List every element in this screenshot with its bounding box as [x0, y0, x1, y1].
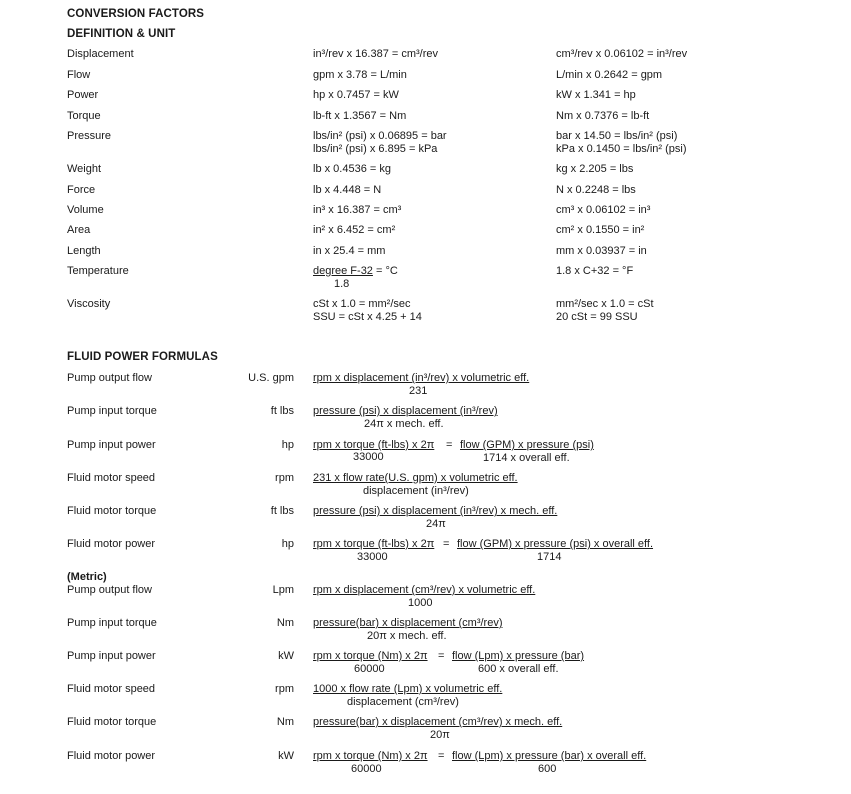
formula-label-pump-output-flow: Pump output flow — [67, 584, 152, 596]
definition-unit-subtitle: DEFINITION & UNIT — [67, 28, 176, 40]
metric-subheading: (Metric) — [67, 571, 107, 583]
conversion-factor: lb x 4.448 = N — [313, 184, 382, 196]
formula-denominator: 20π x mech. eff. — [367, 630, 447, 642]
formula-label-pump-output-flow: Pump output flow — [67, 372, 152, 384]
formula-numerator-alt: flow (Lpm) x pressure (bar) x overall eff. — [452, 750, 647, 762]
formula-numerator: 231 x flow rate(U.S. gpm) x volumetric eff. — [313, 472, 518, 484]
fluid-power-formulas-title: FLUID POWER FORMULAS — [67, 351, 218, 363]
formula-unit: ft lbs — [270, 505, 294, 517]
conversion-factor-inverse: cm³/rev x 0.06102 = in³/rev — [556, 48, 688, 60]
conversion-label-volume: Volume — [67, 204, 104, 216]
formula-numerator: pressure (psi) x displacement (in³/rev) x mech. eff. — [313, 505, 558, 517]
formula-denominator: 20π — [430, 729, 450, 741]
conversion-label-temperature: Temperature — [67, 265, 129, 277]
formula-denominator-alt: 1714 — [537, 551, 562, 563]
formula-unit: hp — [281, 439, 294, 451]
formula-numerator: pressure(bar) x displacement (cm³/rev) x mech. eff. — [313, 716, 563, 728]
formula-denominator-alt: 600 x overall eff. — [478, 663, 559, 675]
formula-unit: hp — [281, 538, 294, 550]
conversion-factor: cSt x 1.0 = mm²/sec — [313, 298, 411, 310]
formula-numerator-alt: flow (Lpm) x pressure (bar) — [452, 650, 585, 662]
formula-numerator: pressure (psi) x displacement (in³/rev) — [313, 405, 498, 417]
conversion-factor-inverse: mm x 0.03937 = in — [556, 245, 647, 257]
formula-unit: Lpm — [272, 584, 294, 596]
formula-unit: U.S. gpm — [248, 372, 294, 384]
conversion-factor-inverse: L/min x 0.2642 = gpm — [556, 69, 663, 81]
formula-unit: kW — [278, 650, 294, 662]
conversion-factor-inverse: mm²/sec x 1.0 = cSt — [556, 298, 654, 310]
formula-denominator: 231 — [409, 385, 428, 397]
conversion-label-flow: Flow — [67, 69, 91, 81]
conversion-factor-inverse: 1.8 x C+32 = °F — [556, 265, 634, 277]
temperature-numerator: degree F-32 — [313, 265, 373, 277]
conversion-factor-inverse: cm³ x 0.06102 = in³ — [556, 204, 651, 216]
formula-denominator: 1000 — [408, 597, 433, 609]
formula-label-fluid-motor-torque: Fluid motor torque — [67, 716, 157, 728]
formula-numerator: rpm x displacement (cm³/rev) x volumetric eff. — [313, 584, 536, 596]
conversion-factor-inverse: kg x 2.205 = lbs — [556, 163, 634, 175]
formula-denominator: displacement (in³/rev) — [363, 485, 469, 497]
formula-label-fluid-motor-torque: Fluid motor torque — [67, 505, 157, 517]
formula-numerator: pressure(bar) x displacement (cm³/rev) — [313, 617, 503, 629]
formula-numerator-alt: flow (GPM) x pressure (psi) — [460, 439, 594, 451]
formula-label-pump-input-torque: Pump input torque — [67, 405, 157, 417]
formula-numerator: rpm x torque (Nm) x 2π — [313, 750, 428, 762]
formula-equals: = — [446, 439, 453, 451]
formula-label-fluid-motor-speed: Fluid motor speed — [67, 683, 156, 695]
formula-denominator: displacement (cm³/rev) — [347, 696, 459, 708]
conversion-label-displacement: Displacement — [67, 48, 134, 60]
formula-unit: rpm — [275, 472, 294, 484]
conversion-label-torque: Torque — [67, 110, 101, 122]
conversion-label-area: Area — [67, 224, 91, 236]
conversion-label-length: Length — [67, 245, 101, 257]
formula-unit: Nm — [276, 716, 294, 728]
temperature-result: = °C — [372, 265, 398, 277]
conversion-factor-second: lbs/in² (psi) x 6.895 = kPa — [313, 143, 438, 155]
formula-numerator: rpm x torque (ft-lbs) x 2π — [313, 538, 435, 550]
formula-numerator: rpm x torque (ft-lbs) x 2π — [313, 439, 435, 451]
conversion-factor: in² x 6.452 = cm² — [313, 224, 396, 236]
formula-denominator-alt: 600 — [538, 763, 557, 775]
formula-numerator: 1000 x flow rate (Lpm) x volumetric eff. — [313, 683, 503, 695]
formula-unit: kW — [278, 750, 294, 762]
formula-unit: rpm — [275, 683, 294, 695]
conversion-factor-inverse: cm² x 0.1550 = in² — [556, 224, 645, 236]
conversion-label-weight: Weight — [67, 163, 102, 175]
conversion-factor: lb-ft x 1.3567 = Nm — [313, 110, 407, 122]
conversion-factor: gpm x 3.78 = L/min — [313, 69, 407, 81]
conversion-factor: in³/rev x 16.387 = cm³/rev — [313, 48, 439, 60]
formula-numerator: rpm x displacement (in³/rev) x volumetric eff. — [313, 372, 530, 384]
conversion-label-power: Power — [67, 89, 99, 101]
conversion-factor — [313, 265, 398, 278]
conversion-label-viscosity: Viscosity — [67, 298, 111, 310]
formula-denominator: 33000 — [353, 451, 384, 463]
conversion-factor-inverse: Nm x 0.7376 = lb-ft — [556, 110, 650, 122]
conversion-factor: lb x 0.4536 = kg — [313, 163, 391, 175]
formula-label-pump-input-power: Pump input power — [67, 439, 156, 451]
formula-denominator: 33000 — [357, 551, 388, 563]
formula-label-fluid-motor-power: Fluid motor power — [67, 538, 156, 550]
formula-numerator: rpm x torque (Nm) x 2π — [313, 650, 428, 662]
conversion-factor-second: SSU = cSt x 4.25 + 14 — [313, 311, 422, 323]
conversion-factor: in x 25.4 = mm — [313, 245, 386, 257]
formula-label-fluid-motor-power: Fluid motor power — [67, 750, 156, 762]
conversion-label-force: Force — [67, 184, 96, 196]
formula-label-pump-input-torque: Pump input torque — [67, 617, 157, 629]
formula-numerator-alt: flow (GPM) x pressure (psi) x overall eff. — [457, 538, 654, 550]
formula-denominator: 24π — [426, 518, 446, 530]
formula-label-fluid-motor-speed: Fluid motor speed — [67, 472, 156, 484]
conversion-factor: in³ x 16.387 = cm³ — [313, 204, 402, 216]
formula-denominator: 60000 — [354, 663, 385, 675]
formula-denominator: 60000 — [351, 763, 382, 775]
conversion-factor-inverse-second: 20 cSt = 99 SSU — [556, 311, 638, 323]
formula-equals: = — [438, 650, 445, 662]
conversion-factor: hp x 0.7457 = kW — [313, 89, 399, 101]
conversion-factor-inverse: bar x 14.50 = lbs/in² (psi) — [556, 130, 678, 142]
formula-label-pump-input-power: Pump input power — [67, 650, 156, 662]
formula-denominator-alt: 1714 x overall eff. — [483, 452, 570, 464]
formula-unit: ft lbs — [270, 405, 294, 417]
temperature-denominator: 1.8 — [334, 278, 350, 290]
formula-unit: Nm — [276, 617, 294, 629]
conversion-factors-title: CONVERSION FACTORS — [67, 8, 205, 20]
conversion-factor-inverse: kW x 1.341 = hp — [556, 89, 636, 101]
formula-denominator: 24π x mech. eff. — [364, 418, 444, 430]
conversion-factor-inverse-second: kPa x 0.1450 = lbs/in² (psi) — [556, 143, 687, 155]
conversion-factor-inverse: N x 0.2248 = lbs — [556, 184, 636, 196]
formula-equals: = — [443, 538, 450, 550]
conversion-label-pressure: Pressure — [67, 130, 112, 142]
formula-equals: = — [438, 750, 445, 762]
conversion-factor: lbs/in² (psi) x 0.06895 = bar — [313, 130, 447, 142]
